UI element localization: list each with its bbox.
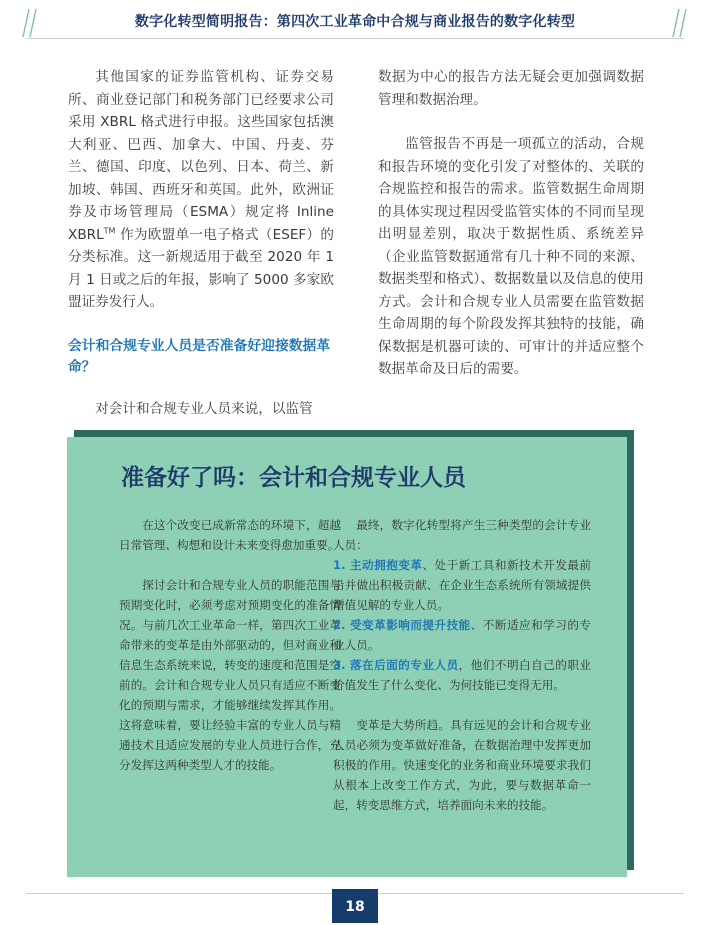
right-column [378, 66, 644, 403]
callout-left-column [119, 515, 341, 795]
double-slash-icon [670, 8, 690, 38]
page-number: 18 [332, 889, 378, 923]
callout-right-column [333, 515, 591, 835]
callout-box [67, 437, 627, 877]
header-divider [26, 38, 684, 39]
list-item: 1. 主动拥抱变革、处于新工具和新技术开发最前沿并做出积极贡献、在企业生态系统所有领域提供增值见解的专业人员。 [333, 558, 591, 612]
list-item: 2. 受变革影响而提升技能、不断适应和学习的专业人员。 [333, 618, 591, 652]
callout-title: 准备好了吗：会计和合规专业人员 [121, 465, 466, 491]
trademark-mark: TM [103, 225, 116, 235]
section-subheading: 会计和合规专业人员是否准备好迎接数据革命？ [68, 337, 331, 375]
callout-closing: 变革是大势所趋。具有远见的会计和合规专业人员必须为变革做好准备，在数据治理中发挥更加积极的作用。快速变化的业务和商业环境要求我们从根本上改变工作方式，为此，要与数据革命一起，转变思维方式，培养面向未来的技能。 [333, 718, 591, 812]
right-paragraph-continued: 数据为中心的报告方法无疑会更加强调数据管理和数据治理。 [378, 69, 644, 108]
page-header [0, 0, 710, 40]
callout-paragraph: 探讨会计和合规专业人员的职能范围与预期变化时，必须考虑对预期变化的准备情况。与前几次工业革命一样，第四次工业革命带来的变革是由外部驱动的，但对商业和信息生态系统来说，转变的速度和范围是空前的。会计和合规专业人员只有适应不断变化的预期与需求，才能够继续发挥其作用。这将意味着，要让经验丰富的专业人员与精通技术且适应发展的专业人员进行合作，充分发挥这两种类型人才的技能。 [119, 578, 341, 772]
header-title: 数字化转型简明报告：第四次工业革命中合规与商业报告的数字化转型 [134, 14, 576, 30]
right-paragraph-regulatory: 监管报告不再是一项孤立的活动，合规和报告环境的变化引发了对整体的、关联的合规监控和报告的需求。监管数据生命周期的具体实现过程因受监管实体的不同而呈现出明显差别，取决于数据性质、系统差异（企业监管数据通常有几十种不同的来源、数据类型和格式）、数据数量以及信息的使用方式。会计和合规专业人员需要在监管数据生命周期的每个阶段发挥其独特的技能，确保数据是机器可读的、可审计的并适应整个数据革命及日后的需要。 [378, 136, 644, 377]
left-paragraph-xbrl: 其他国家的证券监管机构、证券交易所、商业登记部门和税务部门已经要求公司采用 XBRL 格式进行申报。这些国家包括澳大利亚、巴西、加拿大、中国、丹麦、芬兰、德国、印度、以色列、日本、荷兰、新加坡、韩国、西班牙和英国。此外，欧洲证券及市场管理局（ESMA）规定将 Inline XBRL™ 作为欧盟单一电子格式（ESEF）的分类标准。这一新规适用于截至 2020 年 1 月 1 日或之后的年报，影响了 5000 多家欧盟证券发行人。 [68, 69, 334, 310]
callout-intro: 最终，数字化转型将产生三种类型的会计专业人员： [333, 518, 591, 552]
list-item: 3. 落在后面的专业人员，他们不明白自己的职业价值发生了什么变化、为何技能已变得无用。 [333, 658, 591, 692]
left-column [68, 66, 334, 442]
left-paragraph-intro: 对会计和合规专业人员来说，以监管 [95, 400, 313, 417]
callout-paragraph: 在这个改变已成新常态的环境下，超越日常管理、构想和设计未来变得愈加重要。 [119, 518, 341, 552]
